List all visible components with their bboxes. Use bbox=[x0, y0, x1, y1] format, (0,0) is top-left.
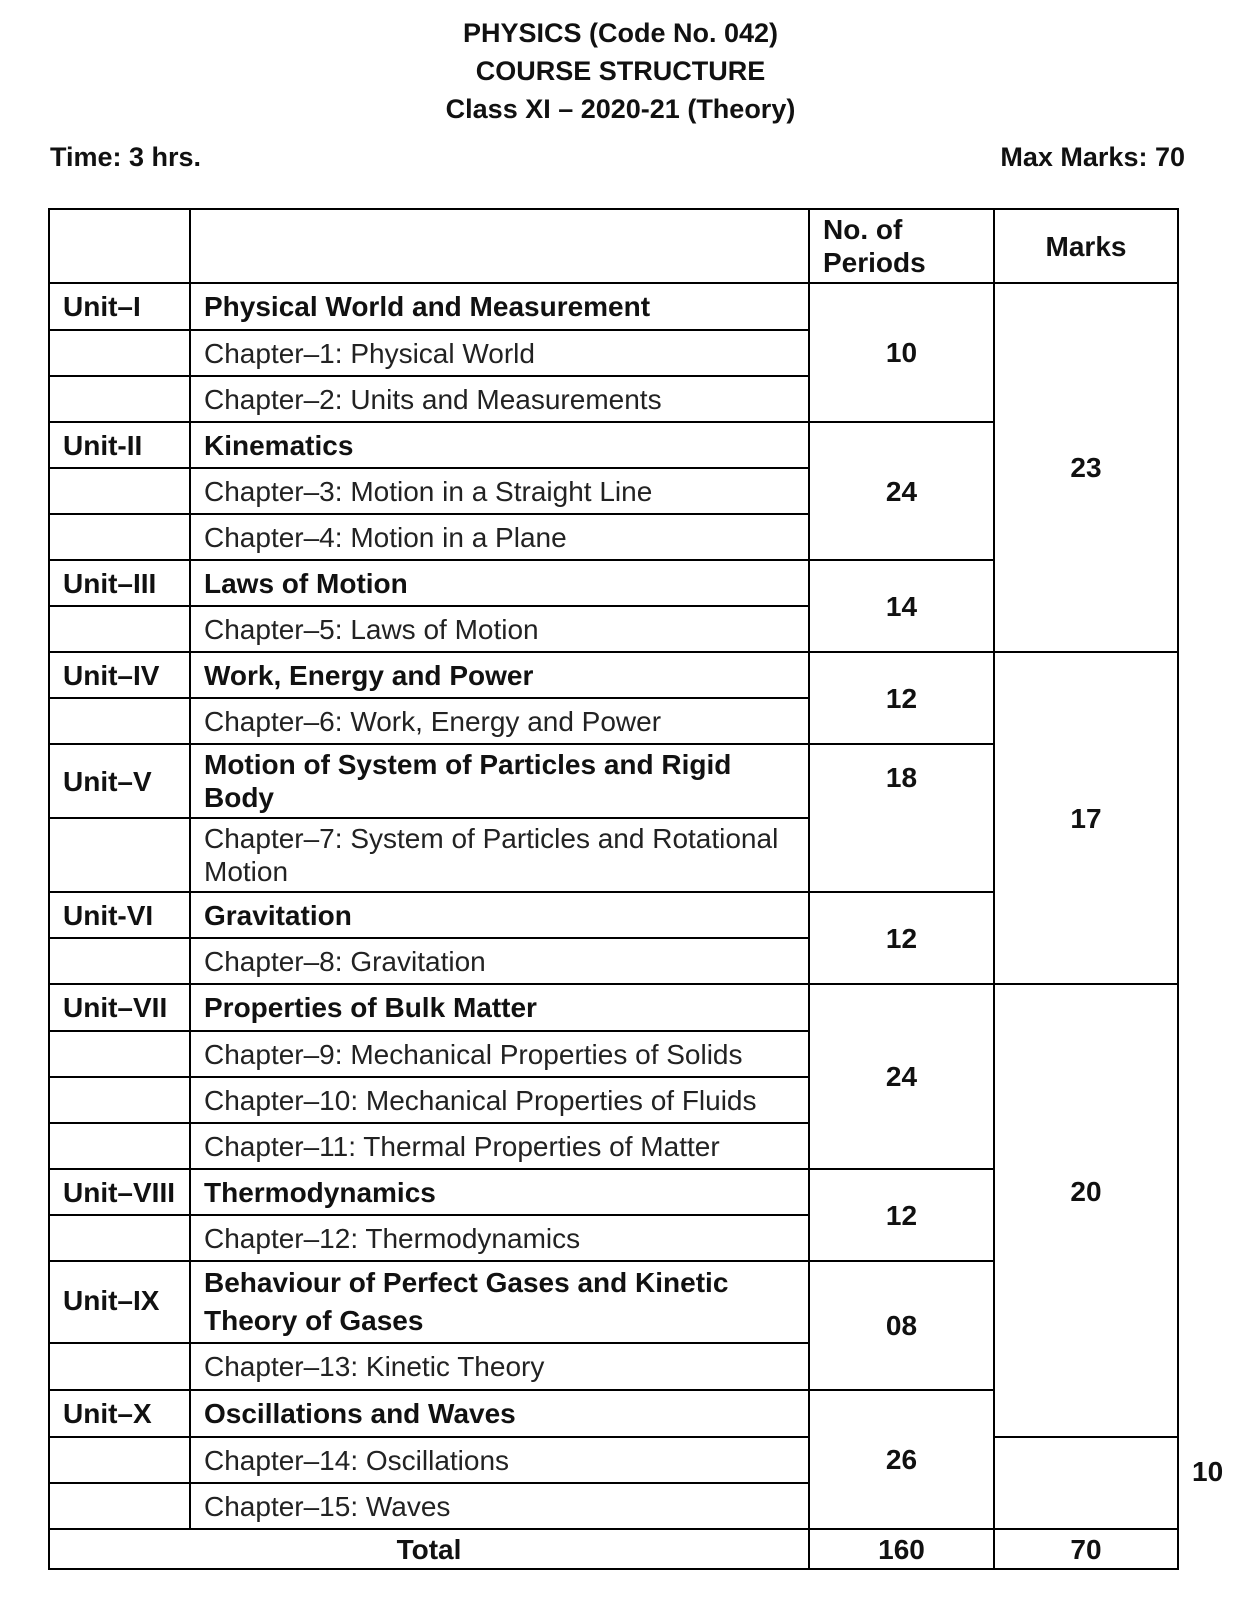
table-row: Unit–X Oscillations and Waves 26 10 bbox=[49, 1390, 1178, 1437]
chapter-name: Chapter–12: Thermodynamics bbox=[190, 1215, 809, 1261]
unit-blank bbox=[49, 1437, 190, 1483]
unit-periods: 24 bbox=[809, 422, 994, 560]
title-class: Class XI – 2020-21 (Theory) bbox=[445, 94, 796, 124]
unit-title: Motion of System of Particles and Rigid Body bbox=[190, 744, 809, 818]
unit-blank bbox=[49, 1215, 190, 1261]
unit-blank bbox=[49, 376, 190, 422]
unit-blank bbox=[49, 818, 190, 892]
marks-group: 17 bbox=[994, 652, 1178, 984]
unit-blank bbox=[49, 514, 190, 560]
unit-title: Behaviour of Perfect Gases and Kinetic Theory of Gases bbox=[190, 1261, 809, 1343]
chapter-name: Chapter–3: Motion in a Straight Line bbox=[190, 468, 809, 514]
header-marks: Marks bbox=[994, 209, 1178, 283]
total-row bbox=[49, 1529, 1178, 1569]
unit-label: Unit-II bbox=[49, 422, 190, 468]
table-row bbox=[49, 283, 1178, 330]
unit-label: Unit–V bbox=[49, 744, 190, 818]
unit-title: Physical World and Measurement bbox=[190, 283, 809, 330]
table-header-row bbox=[49, 209, 1178, 283]
total-label: Total bbox=[49, 1529, 809, 1569]
chapter-name: Chapter–11: Thermal Properties of Matter bbox=[190, 1123, 809, 1169]
marks-group: 23 bbox=[994, 283, 1178, 652]
header-blank-unit bbox=[49, 209, 190, 283]
unit-blank bbox=[49, 698, 190, 744]
chapter-name: Chapter–8: Gravitation bbox=[190, 938, 809, 984]
unit-title: Oscillations and Waves bbox=[190, 1390, 809, 1437]
chapter-name: Chapter–5: Laws of Motion bbox=[190, 606, 809, 652]
chapter-name: Chapter–2: Units and Measurements bbox=[190, 376, 809, 422]
unit-periods: 24 bbox=[809, 984, 994, 1169]
unit-blank bbox=[49, 1343, 190, 1390]
unit-label: Unit–VIII bbox=[49, 1169, 190, 1215]
unit-label: Unit–IV bbox=[49, 652, 190, 698]
unit-label: Unit–VII bbox=[49, 984, 190, 1031]
header-blank-name bbox=[190, 209, 809, 283]
unit-periods: 10 bbox=[809, 283, 994, 422]
table-row bbox=[49, 984, 1178, 1031]
chapter-name: Chapter–4: Motion in a Plane bbox=[190, 514, 809, 560]
unit-periods: 12 bbox=[809, 1169, 994, 1261]
table-row bbox=[49, 1437, 1178, 1483]
table-row bbox=[49, 1483, 1178, 1529]
title-subject: PHYSICS (Code No. 042) bbox=[462, 18, 779, 48]
unit-blank bbox=[49, 1031, 190, 1077]
unit-title: Gravitation bbox=[190, 892, 809, 938]
unit-periods: 18 bbox=[809, 744, 994, 892]
unit-title: Kinematics bbox=[190, 422, 809, 468]
unit-label: Unit–X bbox=[49, 1390, 190, 1437]
unit-label: Unit–III bbox=[49, 560, 190, 606]
table-row bbox=[49, 652, 1178, 698]
title-course-structure: COURSE STRUCTURE bbox=[475, 56, 766, 86]
unit-title: Thermodynamics bbox=[190, 1169, 809, 1215]
chapter-name: Chapter–10: Mechanical Properties of Fluids bbox=[190, 1077, 809, 1123]
unit-blank bbox=[49, 1077, 190, 1123]
time-allowed: Time: 3 hrs. bbox=[50, 142, 202, 172]
header-periods: No. of Periods bbox=[809, 209, 994, 283]
unit-periods: 12 bbox=[809, 892, 994, 984]
unit-blank bbox=[49, 606, 190, 652]
chapter-name: Chapter–9: Mechanical Properties of Solids bbox=[190, 1031, 809, 1077]
chapter-name: Chapter–14: Oscillations bbox=[190, 1437, 809, 1483]
chapter-name: Chapter–15: Waves bbox=[190, 1483, 809, 1529]
unit-title: Laws of Motion bbox=[190, 560, 809, 606]
marks-group: 20 bbox=[994, 984, 1178, 1437]
chapter-name: Chapter–6: Work, Energy and Power bbox=[190, 698, 809, 744]
unit-title: Properties of Bulk Matter bbox=[190, 984, 809, 1031]
unit-blank bbox=[49, 468, 190, 514]
unit-periods: 14 bbox=[809, 560, 994, 652]
unit-label: Unit–IX bbox=[49, 1261, 190, 1343]
course-structure-table bbox=[48, 208, 1224, 1570]
unit-periods: 08 bbox=[809, 1261, 994, 1390]
total-periods: 160 bbox=[809, 1529, 994, 1569]
unit-blank bbox=[49, 330, 190, 376]
unit-blank bbox=[49, 938, 190, 984]
unit-blank bbox=[49, 1123, 190, 1169]
unit-label: Unit–I bbox=[49, 283, 190, 330]
unit-periods: 26 bbox=[809, 1390, 994, 1529]
unit-label: Unit-VI bbox=[49, 892, 190, 938]
chapter-name: Chapter–13: Kinetic Theory bbox=[190, 1343, 809, 1390]
total-marks: 70 bbox=[994, 1529, 1178, 1569]
unit-title: Work, Energy and Power bbox=[190, 652, 809, 698]
unit-blank bbox=[49, 1483, 190, 1529]
max-marks: Max Marks: 70 bbox=[1000, 142, 1185, 172]
chapter-name: Chapter–7: System of Particles and Rotational Motion bbox=[190, 818, 809, 892]
document-title bbox=[0, 14, 1241, 128]
unit-periods: 12 bbox=[809, 652, 994, 744]
chapter-name: Chapter–1: Physical World bbox=[190, 330, 809, 376]
